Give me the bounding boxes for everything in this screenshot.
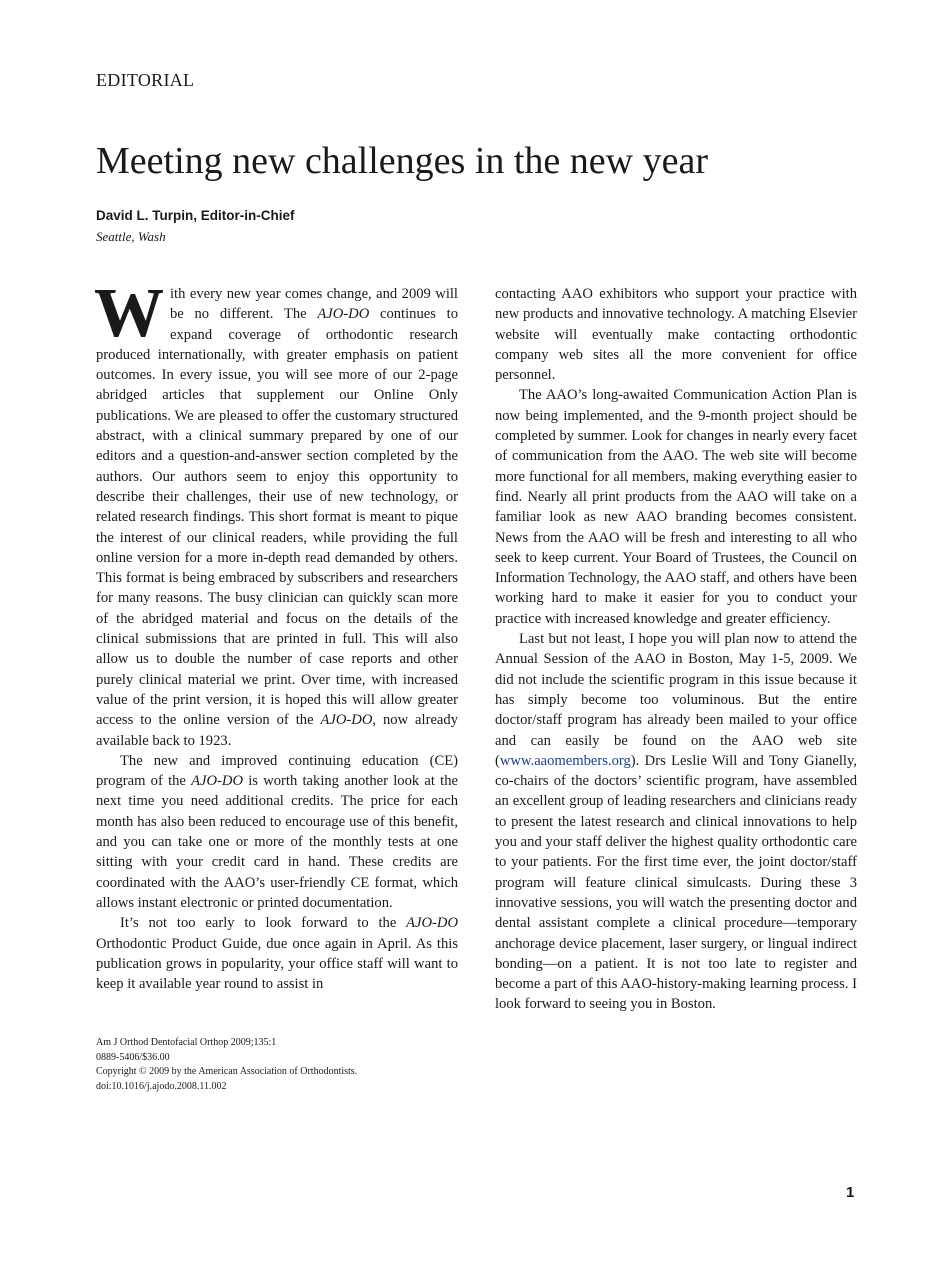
- drop-cap: W: [94, 275, 164, 352]
- article-title: Meeting new challenges in the new year: [96, 140, 708, 182]
- journal-name: AJO-DO: [191, 773, 244, 790]
- paragraph-1: With every new year comes change, and 2009 will be no different. The AJO-DO continues to expand coverage of orthodontic research produced internationally, with greater emphasis on patient outcomes. In every issue, you will see more of our 2-page abridged articles that supplement our Online Only publications. We are pleased to offer the customary structured abstract, with a clinical summary prepared by one of our editors and a question-and-answer section completed by the authors. Our authors seem to enjoy this opportunity to describe their challenges, their use of new technology, or related research findings. This short format is meant to pique the interest of our clinical readers, while providing the full online version for a more in-depth read demanded by others. This format is being embraced by subscribers and researchers for many reasons. The busy clinician can quickly scan more of the abridged material and focus on the details of the clinical submissions that are printed in full. This will also allow us to double the number of case reports and other purely clinical material we print. Over time, with increased value of the print version, it is hoped this will allow greater access to the online version of the AJO-DO, now already available back to 1923.: [94, 275, 458, 749]
- journal-name: AJO-DO: [320, 712, 373, 729]
- paragraph-3: It’s not too early to look forward to the AJO-DO Orthodontic Product Guide, due once again in April. As this publication grows in popularity, your office staff will want to keep it available year round to assist in: [96, 915, 458, 993]
- page-number: 1: [846, 1184, 855, 1201]
- aao-website-link[interactable]: www.aaomembers.org: [499, 752, 631, 769]
- author-affiliation: Seattle, Wash: [96, 229, 166, 244]
- journal-name: AJO-DO: [406, 915, 458, 932]
- journal-name: AJO-DO: [317, 306, 370, 323]
- section-label: EDITORIAL: [96, 70, 195, 90]
- right-column: [495, 284, 857, 1015]
- issn: 0889-5406/$36.00: [96, 1051, 170, 1063]
- author-name: David L. Turpin, Editor-in-Chief: [96, 208, 295, 223]
- left-column: [94, 275, 458, 994]
- doi: doi:10.1016/j.ajodo.2008.11.002: [96, 1080, 227, 1092]
- copyright: Copyright © 2009 by the American Association of Orthodontists.: [96, 1066, 358, 1077]
- paragraph-6: Last but not least, I hope you will plan now to attend the Annual Session of the AAO in Boston, May 1-5, 2009. We did not include the scientific program in this issue because it has simply become too voluminous. But the entire doctor/staff program has already been mailed to your office and can easily be found on the AAO web site (www.aaomembers.org). Drs Leslie Will and Tony Gianelly, co-chairs of the doctors’ scientific program, have assembled an excellent group of leading researchers and clinicians ready to present the latest research and clinical innovations to help you and your staff deliver the highest quality orthodontic care to your patients. For the first time ever, the joint doctor/staff program will feature clinical simulcasts. During these 3 innovative sessions, you will watch the presenting doctor and dental assistant complete a clinical procedure—temporary anchorage device placement, laser surgery, or lingual indirect bonding—on a patient. It is not too late to register and become a part of this AAO-history-making learning process. I look forward to seeing you in Boston.: [495, 631, 857, 1013]
- paragraph-2: The new and improved continuing education (CE) program of the AJO-DO is worth taking another look at the next time you need additional credits. The price for each month has also been reduced to encourage use of this benefit, and you can take one or more of the monthly tests at one sitting with your credit card in hand. These credits are coordinated with the AAO’s user-friendly CE format, which allows instant electronic or printed documentation.: [96, 752, 458, 911]
- citation: Am J Orthod Dentofacial Orthop 2009;135:1: [96, 1037, 277, 1048]
- paragraph-4: contacting AAO exhibitors who support your practice with new products and innovative technology. A matching Elsevier website will eventually make contacting orthodontic company web sites all the more convenient for office personnel.: [495, 286, 857, 384]
- article-footnote: [96, 1036, 357, 1094]
- paragraph-5: The AAO’s long-awaited Communication Action Plan is now being implemented, and the 9-month project should be completed by summer. Look for changes in nearly every facet of communication from the AAO. The web site will become more functional for all members, making everything easier to find. Nearly all print products from the AAO will take on a familiar look as new AAO branding becomes consistent. News from the AAO will be fresh and interesting to all who seek to keep current. Your Board of Trustees, the Council on Information Technology, the AAO staff, and others have been working hard to make it easier for you to conduct your practice with increased knowledge and greater efficiency.: [495, 387, 857, 627]
